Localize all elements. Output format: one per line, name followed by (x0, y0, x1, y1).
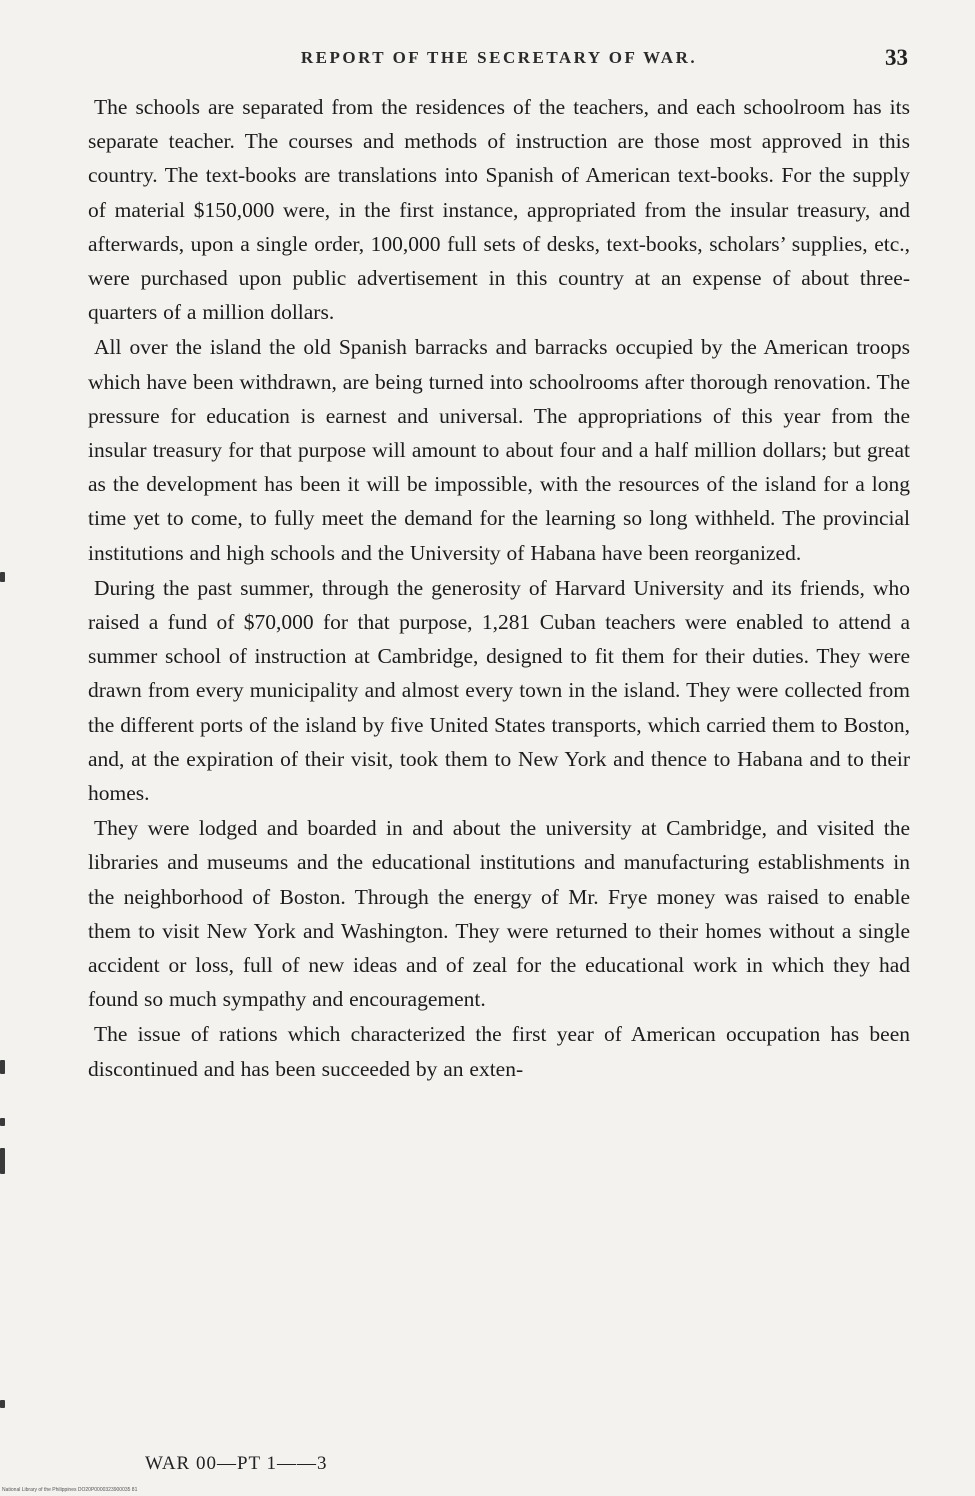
paragraph: The schools are separated from the residences of the teachers, and each schoolroom has its separate teacher. The courses and methods of instruction are those most approved in this country. The text-books are translations into Spanish of American text-books. For the supply of material $150,000 were, in the first instance, appropriated from the insular treasury, and afterwards, upon a single order, 100,000 full sets of desks, text-books, scholars’ supplies, etc., were purchased upon public advertisement in this country at an expense of about three-quarters of a million dollars. (88, 95, 910, 325)
page-header (88, 45, 910, 82)
running-head: REPORT OF THE SECRETARY OF WAR. (300, 48, 698, 67)
paragraph: The issue of rations which characterized the first year of American occupation has been discontinued and has been succeeded by an exten- (88, 1022, 910, 1081)
page-content (88, 45, 910, 1468)
signature-mark: WAR 00—PT 1——3 (145, 1453, 328, 1474)
scan-margin-mark (0, 1400, 5, 1408)
scan-margin-mark (0, 1118, 5, 1126)
body-text (88, 90, 910, 1086)
library-credit: National Library of the Philippines DO20P0000323900035 81 (2, 1487, 138, 1493)
scan-margin-mark (0, 1060, 5, 1074)
scan-margin-mark (0, 572, 5, 582)
page-number: 33 (885, 45, 908, 70)
paragraph: They were lodged and boarded in and about the university at Cambridge, and visited the libraries and museums and the educational institutions and manufacturing establishments in the neighborhood of Boston. Through the energy of Mr. Frye money was raised to enable them to visit New York and Washington. They were returned to their homes without a single accident or loss, full of new ideas and of zeal for the educational work in which they had found so much sympathy and encouragement. (88, 816, 910, 1012)
scan-margin-mark (0, 1148, 5, 1174)
paragraph: All over the island the old Spanish barracks and barracks occupied by the American troops which have been withdrawn, are being turned into schoolrooms after thorough renovation. The pressure for education is earnest and universal. The appropriations of this year from the insular treasury for that purpose will amount to about four and a half million dollars; but great as the development has been it will be impossible, with the resources of the island for a long time yet to come, to fully meet the demand for the learning so long withheld. The provincial institutions and high schools and the University of Habana have been reorganized. (88, 335, 910, 565)
paragraph: During the past summer, through the generosity of Harvard University and its friends, who raised a fund of $70,000 for that purpose, 1,281 Cuban teachers were enabled to attend a summer school of instruction at Cambridge, designed to fit them for their duties. They were drawn from every municipality and almost every town in the island. They were collected from the different ports of the island by five United States transports, which carried them to Boston, and, at the expiration of their visit, took them to New York and thence to Habana and to their homes. (88, 575, 910, 806)
